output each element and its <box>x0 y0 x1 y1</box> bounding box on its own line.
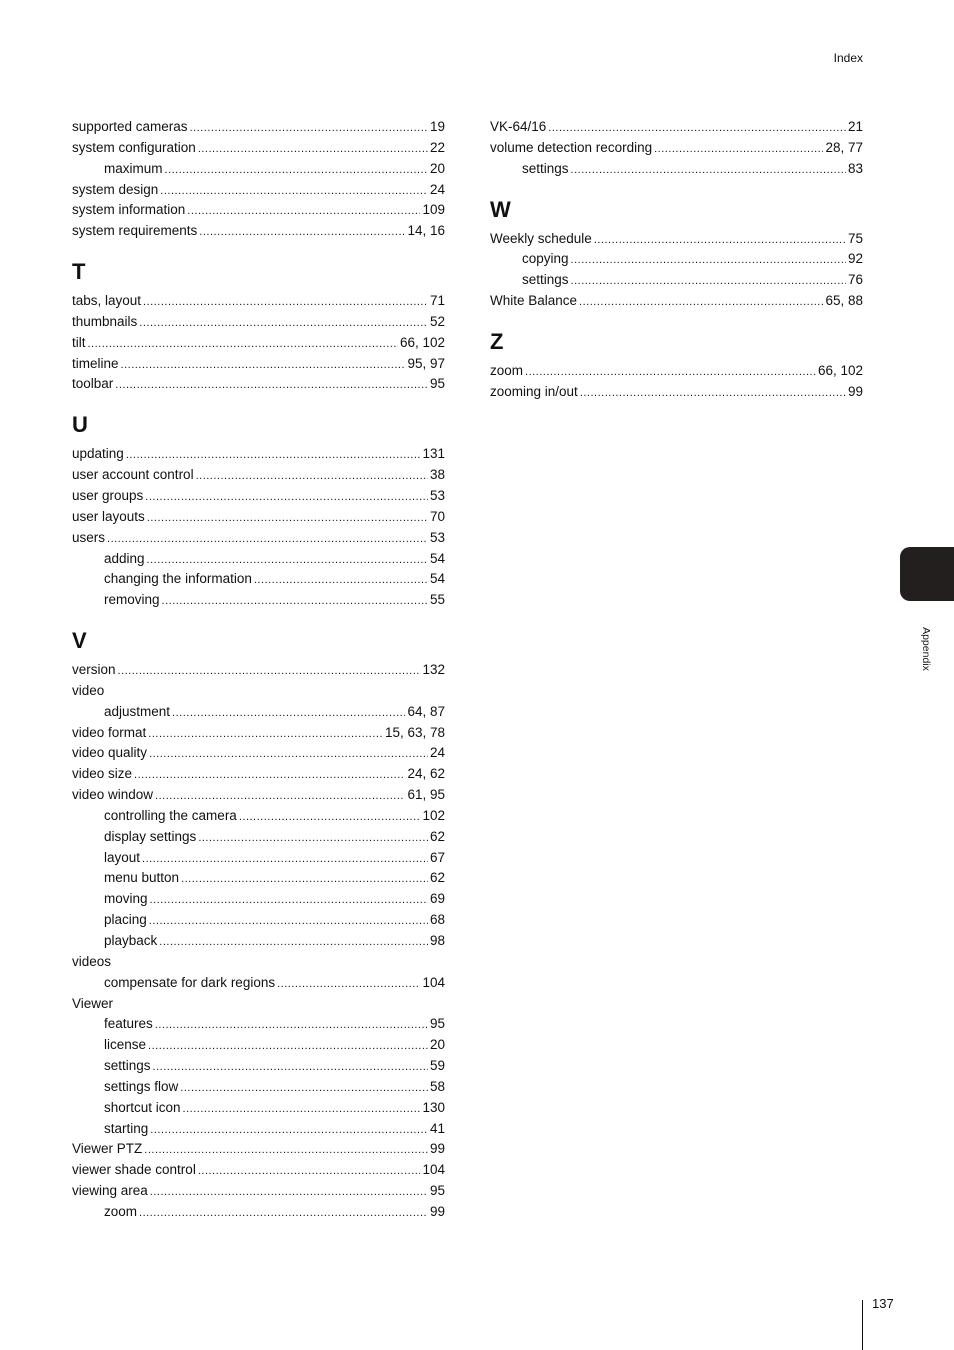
section-tab-label: Appendix <box>920 627 932 671</box>
index-page-refs: 53 <box>429 529 445 545</box>
index-entry <box>72 785 445 806</box>
dot-leader <box>149 911 428 932</box>
index-entry <box>72 444 445 465</box>
index-entry <box>72 994 445 1015</box>
dot-leader <box>190 118 428 139</box>
dot-leader <box>145 487 428 508</box>
index-term: zoom <box>104 1203 138 1219</box>
index-term: tilt <box>72 334 86 350</box>
index-term: adjustment <box>104 703 171 719</box>
dot-leader <box>155 786 405 807</box>
dot-leader <box>134 765 405 786</box>
dot-leader <box>165 160 428 181</box>
index-page-refs: 59 <box>429 1058 445 1074</box>
index-term: volume detection recording <box>490 139 653 155</box>
index-entry <box>490 382 863 403</box>
index-entry <box>72 200 445 221</box>
dot-leader <box>143 292 428 313</box>
index-entry <box>72 1181 445 1202</box>
index-page-refs: 95, 97 <box>407 355 445 371</box>
index-page-refs: 20 <box>429 1037 445 1053</box>
index-term: placing <box>104 912 147 928</box>
index-page-refs: 22 <box>429 139 445 155</box>
index-entry <box>72 952 445 973</box>
index-term: video format <box>72 724 147 740</box>
dot-leader <box>199 222 405 243</box>
dot-leader <box>162 591 428 612</box>
index-subentry <box>72 549 445 570</box>
index-letter-heading: W <box>490 196 511 222</box>
index-entry <box>72 743 445 764</box>
dot-leader <box>180 1078 428 1099</box>
index-letter-heading: U <box>72 412 88 438</box>
index-term: updating <box>72 446 124 462</box>
index-page-refs: 62 <box>429 870 445 886</box>
index-entry <box>72 1160 445 1181</box>
index-subentry <box>72 702 445 723</box>
dot-leader <box>153 1057 428 1078</box>
index-term: video <box>72 682 105 698</box>
index-term: version <box>72 662 116 678</box>
dot-leader <box>239 807 421 828</box>
index-page-refs: 15, 63, 78 <box>384 724 445 740</box>
index-subentry <box>72 1014 445 1035</box>
index-term: video window <box>72 787 154 803</box>
index-term: viewing area <box>72 1183 148 1199</box>
index-term: removing <box>104 592 160 608</box>
index-entry <box>72 528 445 549</box>
index-term: adding <box>104 550 145 566</box>
dot-leader <box>159 932 428 953</box>
index-term: features <box>104 1016 153 1032</box>
index-page-refs: 61, 95 <box>407 787 445 803</box>
dot-leader <box>571 271 846 292</box>
index-page-refs: 132 <box>422 662 445 678</box>
index-subentry <box>72 1119 445 1140</box>
index-entry <box>72 312 445 333</box>
index-entry <box>72 221 445 242</box>
dot-leader <box>183 1099 421 1120</box>
index-subentry <box>72 1077 445 1098</box>
dot-leader <box>548 118 846 139</box>
dot-leader <box>149 744 428 765</box>
index-page-refs: 64, 87 <box>407 703 445 719</box>
index-term: Viewer PTZ <box>72 1141 143 1157</box>
dot-leader <box>277 974 420 995</box>
index-entry <box>72 507 445 528</box>
index-term: zooming in/out <box>490 383 578 399</box>
index-subentry <box>72 889 445 910</box>
index-page-refs: 24, 62 <box>407 766 445 782</box>
dot-leader <box>254 570 428 591</box>
index-term: user account control <box>72 467 194 483</box>
dot-leader <box>571 160 846 181</box>
index-page-refs: 28, 77 <box>825 139 863 155</box>
section-tab <box>900 547 954 601</box>
index-term: controlling the camera <box>104 807 237 823</box>
index-term: playback <box>104 933 158 948</box>
index-term: settings flow <box>104 1078 179 1094</box>
dot-leader <box>155 1015 428 1036</box>
dot-leader <box>144 1140 428 1161</box>
index-page-refs: 58 <box>429 1078 445 1094</box>
index-subentry <box>72 1202 445 1223</box>
index-page-refs: 66, 102 <box>817 362 863 378</box>
index-term: supported cameras <box>72 119 188 134</box>
index-page-refs: 99 <box>429 1203 445 1219</box>
index-subentry <box>72 569 445 590</box>
index-page-refs: 70 <box>429 508 445 524</box>
index-page-refs: 76 <box>847 272 863 288</box>
index-term: menu button <box>104 870 180 886</box>
index-entry <box>490 291 863 312</box>
index-letter-heading: V <box>72 628 87 654</box>
index-page-refs: 95 <box>429 376 445 392</box>
dot-leader <box>525 362 816 383</box>
index-page-refs: 24 <box>429 181 445 197</box>
index-term: thumbnails <box>72 313 138 329</box>
index-entry <box>72 117 445 138</box>
index-term: zoom <box>490 362 524 378</box>
index-term: Viewer <box>72 995 114 1011</box>
index-term: maximum <box>104 160 163 176</box>
index-entry <box>72 723 445 744</box>
dot-leader <box>580 383 846 404</box>
dot-leader <box>148 724 383 745</box>
footer-rule <box>862 1300 863 1350</box>
index-term: White Balance <box>490 293 578 309</box>
index-page-refs: 99 <box>429 1141 445 1157</box>
index-term: system design <box>72 181 159 197</box>
index-subentry <box>72 931 445 952</box>
index-term: system configuration <box>72 139 196 155</box>
dot-leader <box>150 890 428 911</box>
index-term: video size <box>72 766 133 782</box>
index-page-refs: 65, 88 <box>825 293 863 309</box>
dot-leader <box>654 139 823 160</box>
dot-leader <box>147 550 428 571</box>
dot-leader <box>147 508 428 529</box>
index-page-refs: 69 <box>429 891 445 907</box>
dot-leader <box>181 869 428 890</box>
dot-leader <box>571 250 846 271</box>
index-term: viewer shade control <box>72 1162 196 1178</box>
index-page-refs: 54 <box>429 550 445 566</box>
index-subentry <box>72 827 445 848</box>
index-entry <box>72 180 445 201</box>
dot-leader <box>139 313 428 334</box>
index-page-refs: 20 <box>429 160 445 176</box>
index-entry <box>72 764 445 785</box>
index-term: timeline <box>72 355 119 371</box>
index-term: user groups <box>72 487 144 503</box>
index-subentry <box>72 806 445 827</box>
index-subentry <box>72 590 445 611</box>
dot-leader <box>107 529 428 550</box>
index-term: changing the information <box>104 571 252 587</box>
index-subentry <box>72 973 445 994</box>
index-subentry <box>72 848 445 869</box>
index-page-refs: 95 <box>429 1016 445 1032</box>
index-column-right <box>490 117 863 403</box>
index-term: layout <box>104 849 141 865</box>
index-page-refs: 55 <box>429 592 445 608</box>
index-entry <box>72 374 445 395</box>
index-page-refs: 62 <box>429 828 445 844</box>
index-term: Weekly schedule <box>490 230 592 246</box>
dot-leader <box>88 334 398 355</box>
index-entry <box>72 681 445 702</box>
index-term: videos <box>72 953 112 969</box>
index-entry <box>490 361 863 382</box>
index-term: system requirements <box>72 223 198 239</box>
index-subentry <box>490 270 863 291</box>
index-term: settings <box>522 272 569 288</box>
index-page-refs: 92 <box>847 251 863 267</box>
dot-leader <box>172 703 405 724</box>
index-entry <box>490 229 863 250</box>
dot-leader <box>579 292 823 313</box>
index-entry <box>72 486 445 507</box>
index-page-refs: 54 <box>429 571 445 587</box>
index-entry <box>72 1139 445 1160</box>
index-column-left <box>72 117 445 1223</box>
dot-leader <box>594 230 846 251</box>
index-page-refs: 19 <box>429 119 445 134</box>
index-page-refs: 52 <box>429 313 445 329</box>
index-subentry <box>72 159 445 180</box>
index-subentry <box>72 1098 445 1119</box>
index-entry <box>490 138 863 159</box>
index-page-refs: 14, 16 <box>407 223 445 239</box>
index-term: shortcut icon <box>104 1099 181 1115</box>
dot-leader <box>118 661 421 682</box>
index-page-refs: 75 <box>847 230 863 246</box>
dot-leader <box>142 849 428 870</box>
dot-leader <box>148 1036 428 1057</box>
index-page-refs: 53 <box>429 487 445 503</box>
dot-leader <box>126 445 421 466</box>
index-subentry <box>72 910 445 931</box>
index-term: user layouts <box>72 508 145 524</box>
index-page-refs: 99 <box>847 383 863 399</box>
dot-leader <box>198 1161 421 1182</box>
index-term: compensate for dark regions <box>104 974 276 990</box>
index-page-refs: 38 <box>429 467 445 483</box>
dot-leader <box>198 139 428 160</box>
running-header: Index <box>833 51 863 65</box>
dot-leader <box>121 355 406 376</box>
index-entry <box>72 354 445 375</box>
dot-leader <box>196 466 428 487</box>
dot-leader <box>115 375 428 396</box>
index-entry <box>72 291 445 312</box>
index-subentry <box>72 868 445 889</box>
index-term: tabs, layout <box>72 293 142 309</box>
index-term: copying <box>522 251 569 267</box>
index-page-refs: 41 <box>429 1120 445 1136</box>
index-entry <box>72 465 445 486</box>
index-subentry <box>490 249 863 270</box>
index-term: display settings <box>104 828 197 844</box>
index-page-refs: 95 <box>429 1183 445 1199</box>
index-page-refs: 104 <box>422 974 445 990</box>
index-term: license <box>104 1037 147 1053</box>
index-term: settings <box>104 1058 151 1074</box>
index-page-refs: 83 <box>847 160 863 176</box>
index-page-refs: 104 <box>422 1162 445 1178</box>
index-page-refs: 67 <box>429 849 445 865</box>
index-subentry <box>490 159 863 180</box>
index-term: video quality <box>72 745 148 761</box>
index-term: starting <box>104 1120 149 1136</box>
index-page-refs: 24 <box>429 745 445 761</box>
index-entry <box>72 660 445 681</box>
index-page-refs: 66, 102 <box>399 334 445 350</box>
index-term: settings <box>522 160 569 176</box>
dot-leader <box>150 1120 428 1141</box>
index-page-refs: 21 <box>847 119 863 134</box>
dot-leader <box>139 1203 428 1224</box>
index-term: VK-64/16 <box>490 119 547 134</box>
dot-leader <box>187 201 420 222</box>
index-subentry <box>72 1056 445 1077</box>
index-page-refs: 71 <box>429 293 445 309</box>
index-term: system information <box>72 202 186 218</box>
page-number: 137 <box>872 1296 894 1311</box>
index-term: users <box>72 529 106 545</box>
index-entry <box>72 138 445 159</box>
index-page-refs: 130 <box>422 1099 445 1115</box>
index-page-refs: 102 <box>422 807 445 823</box>
index-term: toolbar <box>72 376 114 392</box>
index-page-refs: 109 <box>422 202 445 218</box>
dot-leader <box>198 828 428 849</box>
index-letter-heading: Z <box>490 328 504 354</box>
index-term: moving <box>104 891 148 907</box>
dot-leader <box>160 181 428 202</box>
index-entry <box>72 333 445 354</box>
index-letter-heading: T <box>72 259 86 285</box>
index-page-refs: 68 <box>429 912 445 928</box>
index-page-refs: 98 <box>429 933 445 948</box>
dot-leader <box>150 1182 428 1203</box>
index-page-refs: 131 <box>422 446 445 462</box>
index-entry <box>490 117 863 138</box>
index-subentry <box>72 1035 445 1056</box>
